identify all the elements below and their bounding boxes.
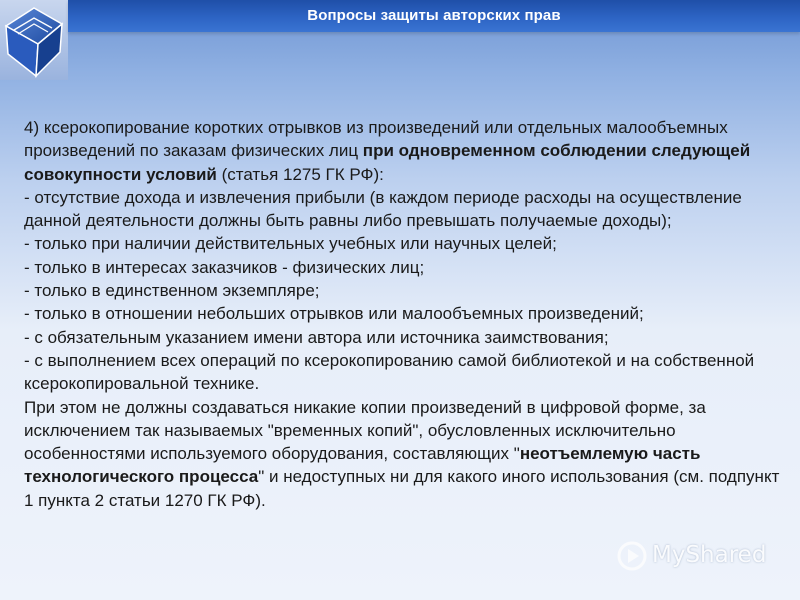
- watermark-text: MyShared: [652, 542, 767, 568]
- condition-item: - только при наличии действительных учебных или научных целей;: [24, 234, 557, 254]
- intro-paragraph: [24, 116, 782, 186]
- condition-item: - с обязательным указанием имени автора или источника заимствования;: [24, 327, 609, 347]
- header-bar: [68, 0, 800, 32]
- share-play-icon: [616, 536, 648, 576]
- condition-item: - отсутствие дохода и извлечения прибыли (в каждом периоде расходы на осуществление данной деятельности должны быть равны либо превышать получаемые доходы);: [24, 187, 742, 231]
- page-title: Вопросы защиты авторских прав: [307, 7, 561, 24]
- intro-text-start: 4) ксерокопирование коротких отрывков из произведений или отдельных малообъемных произведений по заказам физических лиц: [24, 118, 728, 161]
- condition-item: - только в отношении небольших отрывков или малообъемных произведений;: [24, 304, 644, 324]
- intro-emphasis: при одновременном соблюдении следующей совокупности условий: [24, 141, 751, 184]
- condition-item: - с выполнением всех операций по ксерокопированию самой библиотекой и на собственной ксерокопировальной технике.: [24, 350, 755, 394]
- institution-logo-icon: [0, 0, 68, 80]
- closing-text-start: При этом не должны создаваться никакие копии произведений в цифровой форме, за исключением так называемых "временных копий", обусловленных исключительно особенностями используемого оборудования, составляющих ": [24, 397, 706, 464]
- intro-text-end: (статья 1275 ГК РФ):: [216, 164, 384, 184]
- conditions-list: [24, 186, 782, 396]
- main-text: [24, 116, 782, 512]
- closing-paragraph: [24, 396, 782, 512]
- closing-emphasis: неотъемлемую часть технологического процесса: [24, 444, 701, 487]
- closing-text-end: " и недоступных ни для какого иного использования (см. подпункт 1 пункта 2 статьи 1270 ГК РФ).: [24, 467, 780, 510]
- condition-item: - только в единственном экземпляре;: [24, 281, 320, 301]
- watermark: [616, 536, 782, 576]
- condition-item: - только в интересах заказчиков - физических лиц;: [24, 257, 425, 277]
